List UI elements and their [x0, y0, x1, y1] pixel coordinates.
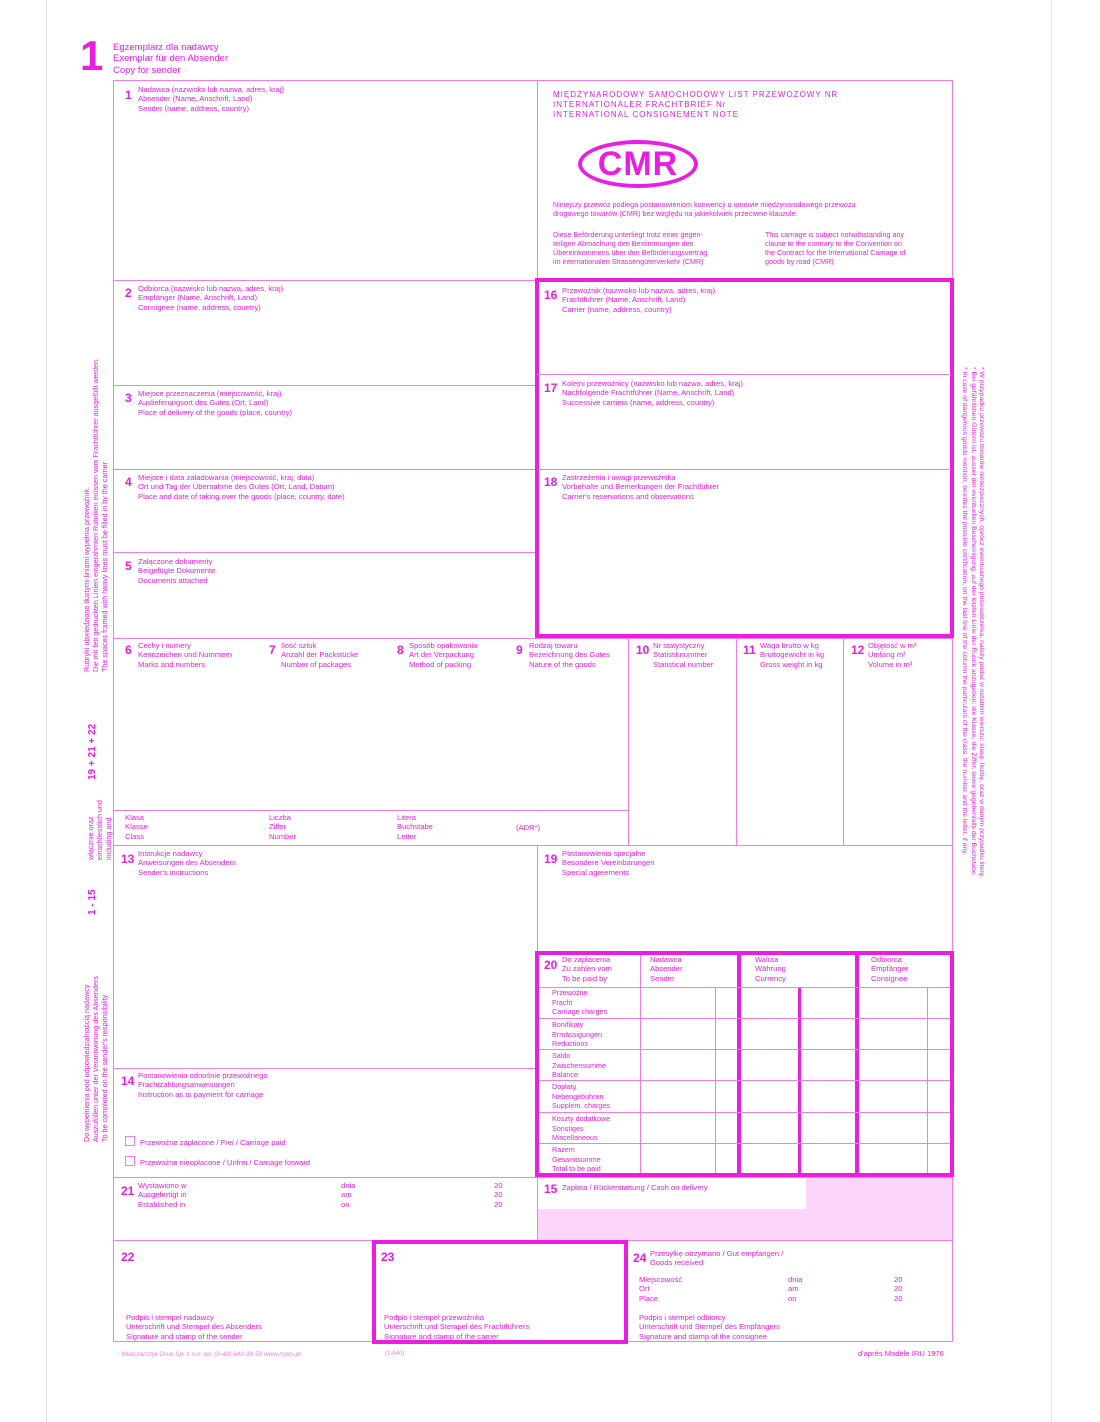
- checkbox-icon[interactable]: [125, 1136, 135, 1146]
- field-7-packages[interactable]: Ilość sztuk Anzahl der Packstücke Number of packages: [281, 641, 359, 669]
- field-9-number: 9: [516, 643, 523, 657]
- field-12-number: 12: [851, 643, 865, 657]
- field-3-place-of-delivery[interactable]: Miejsce przeznaczenia (miejscowość, kraj) Auslieferungsort des Gutes (Ort, Land) Place of delivery of the goods (place, country): [138, 389, 293, 417]
- copy-label: Egzemplarz dla nadawcy Exemplar für den Absender Copy for sender: [113, 42, 229, 76]
- field-13-number: 13: [121, 852, 135, 866]
- payment-row-miscellaneous: Koszty dodatkowe Sonstiges Miscellaneous: [552, 1114, 611, 1143]
- field-4-number: 4: [125, 475, 132, 489]
- checkbox-carriage-forward[interactable]: Przewoźne nieopłacone / Unfrei / Carriage forward: [125, 1156, 310, 1167]
- field-1-sender[interactable]: Nadawca (nazwisko lub nazwa, adres, kraj) Absender (Name, Anschrift, Land) Sender (name, address, country): [138, 85, 285, 113]
- payment-row-carriage: Przewoźne Fracht Carriage charges: [552, 988, 608, 1017]
- side-note-including: włącznie oraz einschliesslich und including and: [86, 800, 113, 860]
- checkbox-icon[interactable]: [125, 1156, 135, 1166]
- field-16-number: 16: [544, 288, 558, 302]
- checkbox-carriage-paid[interactable]: Przewoźne zapłacone / Frei / Carriage paid: [125, 1136, 286, 1147]
- field-21-date-labels: dnia am on: [341, 1181, 356, 1209]
- iru-model: d'après Modèle IRU 1976: [858, 1349, 944, 1358]
- adr-number: Liczba Ziffer Number: [269, 813, 297, 841]
- payment-col-consignee: Odbiorca Empfänger Consignee: [871, 955, 909, 983]
- form-code: (1-640): [385, 1351, 405, 1357]
- field-10-statistical-number[interactable]: Nr statystyczny Statistiknummer Statistical number: [653, 641, 714, 669]
- adr-mark: (ADR*): [516, 823, 541, 832]
- field-6-number: 6: [125, 643, 132, 657]
- field-24-place[interactable]: Miejscowość Ort Place: [639, 1275, 683, 1303]
- payment-row-total: Razem Gesamtsumme Total to be paid: [552, 1145, 601, 1174]
- payment-col-sender: Nadawca Absender Sender: [650, 955, 683, 983]
- intro-english: This carriage is subject notwithstanding any clause to the contrary to the Convention on the Contract for the International Carriage of goods by road (CMR): [765, 230, 906, 266]
- carrier-section-frame: [535, 278, 954, 638]
- field-20-number: 20: [544, 958, 558, 972]
- field-8-packing[interactable]: Sposób opakowania Art der Verpackung Method of packing: [409, 641, 478, 669]
- intro-polish: Niniejszy przewóz podlega postanowieniom konwencji o umowie międzynarodowego przewozu drogowego towarów (CMR) bez względu na jakiekolwiek przeciwne klauzule.: [553, 200, 856, 218]
- field-21-number: 21: [121, 1184, 135, 1198]
- field-22-number: 22: [121, 1250, 135, 1264]
- field-1-number: 1: [125, 88, 132, 102]
- printer-imprint: ◌ Mielczarczyk Druk Sp. z o.o. tel. (0-42) 640-39-58 www.mpro.pl: [116, 1351, 301, 1358]
- side-range-19-21-22: 19 + 21 + 22: [87, 723, 98, 780]
- field-2-consignee[interactable]: Odbiorca (nazwisko lub nazwa, adres, kraj) Empfänger (Name, Anschrift, Land) Consignee (name, address, country): [138, 284, 284, 312]
- field-23-carrier-signature[interactable]: Podpis i stempel przewoźnika Unterschrift und Stempel des Frachtführers Signature and stamp of the carrier: [384, 1313, 530, 1341]
- payment-row-supplements: Dopłaty Nebengebühren Supplem. charges: [552, 1082, 610, 1111]
- field-15-cash-on-delivery[interactable]: Zapłata / Rückerstattung / Cash on delivery: [562, 1183, 708, 1192]
- field-15-number: 15: [544, 1182, 558, 1196]
- field-19-number: 19: [544, 852, 558, 866]
- field-14-payment-instructions[interactable]: Postanowienia odnośnie przewoźnego Frachtzahlungsanweisungen Instruction as to payment for carriage: [138, 1071, 268, 1099]
- field-23-number: 23: [381, 1250, 395, 1264]
- field-17-successive-carriers[interactable]: Kolejni przewoźnicy (nazwisko lub nazwa, adres, kraj) Nachfolgende Frachtführer (Name, Anschrift, Land) Successive carriers (name, address, country): [562, 379, 744, 407]
- field-24-goods-received: Przesyłkę otrzymano / Gut empfangen / Goods received: [650, 1249, 784, 1268]
- field-11-gross-weight[interactable]: Waga brutto w kg Bruttogewicht in kg Gross weight in kg: [760, 641, 825, 669]
- field-3-number: 3: [125, 391, 132, 405]
- field-12-volume[interactable]: Objętość w m³ Umfang m³ Volume in m³: [868, 641, 917, 669]
- field-13-sender-instructions[interactable]: Instrukcje nadawcy Anweisungen des Absenders Sender's instructions: [138, 849, 236, 877]
- field-7-number: 7: [269, 643, 276, 657]
- adr-class: Klasa Klasse Class: [125, 813, 148, 841]
- field-24-year-prefix: 20 20 20: [894, 1275, 903, 1303]
- field-21-year-prefix: 20 20 20: [494, 1181, 503, 1209]
- field-18-number: 18: [544, 475, 558, 489]
- field-19-special-agreements[interactable]: Postanowienia specjalne Besondere Vereinbarungen Special agreements: [562, 849, 655, 877]
- field-16-carrier[interactable]: Przewoźnik (nazwisko lub nazwa, adres, kraj) Frachtführer (Name, Anschrift, Land) Carrier (name, address, country): [562, 286, 716, 314]
- field-24-number: 24: [633, 1251, 647, 1265]
- field-9-nature-of-goods[interactable]: Rodzaj towaru Bezeichnung des Gutes Nature of the goods: [529, 641, 610, 669]
- printer-logo-icon: ◌: [116, 1351, 122, 1358]
- side-range-1-15: 1 - 15: [87, 889, 98, 915]
- field-24-date-labels: dnia am on: [788, 1275, 803, 1303]
- field-21-established-in[interactable]: Wystawiono w Ausgefertigt in Established in: [138, 1181, 187, 1209]
- payment-col-currency: Waluta Währung Currency: [755, 955, 786, 983]
- field-24-consignee-signature[interactable]: Podpis i stempel odbiorcy Unterschrift und Stempel des Empfängers Signature and stamp of the consignee: [639, 1313, 780, 1341]
- field-5-documents[interactable]: Załączone dokumenty Beigefügte Dokumente Documents attached: [138, 557, 216, 585]
- adr-letter: Litera Buchstabe Letter: [397, 813, 433, 841]
- field-11-number: 11: [743, 643, 756, 657]
- copy-number: 1: [80, 32, 104, 79]
- consignment-note-title: MIĘDZYNARODOWY SAMOCHODOWY LIST PRZEWOZOWY NR INTERNATIONALER FRACHTBRIEF Nr INTERNATIONAL CONSIGNEMENT NOTE: [553, 90, 839, 119]
- cmr-logo: CMR: [578, 140, 698, 188]
- side-note-dangerous-goods: * W przypadku przewozu towarów niebezpiecznych, oprócz ewentualnego poświadczenia, należy podać w ostatnim wierszu: klasę, liczbę, oraz w danym przypadku literę. * Bei gefährlichen Gütern ist, ausser der eventuellen Bescheinigung, auf der letzten Linie der Rubrik anzugeben: die Klasse, die Ziffer, sowie gegebenfalls der Buchstabe. * In case of dangerous goods mention, besides the possible certification, on the last line of the column the particulars of the class, the number and the letter, if any.: [961, 367, 985, 879]
- field-14-number: 14: [121, 1074, 135, 1088]
- field-2-number: 2: [125, 286, 132, 300]
- field-6-marks[interactable]: Cechy i numery Kennzeichen und Nummern Marks and numbers: [138, 641, 233, 669]
- field-22-sender-signature[interactable]: Podpis i stempel nadawcy Unterschrift und Stempel des Absenders Signature and stamp of the sender: [126, 1313, 262, 1341]
- field-10-number: 10: [636, 643, 650, 657]
- field-4-place-date-loading[interactable]: Miejsce i data załadowania (miejscowość, kraj, data) Ort und Tag der Übernahme des Gutes (Ort, Land, Datum) Place and date of taking over the goods (place, country, date): [138, 473, 345, 501]
- intro-german: Diese Beförderung unterliegt trotz einer gegen- teiligen Abmachung den Bestimmungen des Übereinkommens über den Beförderungsvertrag im internationalen Strassengüterverkehr (CMR): [553, 230, 708, 266]
- payment-row-reductions: Bonifikaty Ermässigungen Reductions: [552, 1020, 602, 1049]
- field-18-reservations[interactable]: Zastrzeżenia i uwagi przewoźnika Vorbehalte und Bemerkungen der Frachtführer Carrier's reservations and observations: [562, 473, 720, 501]
- field-17-number: 17: [544, 381, 558, 395]
- payment-row-balance: Saldo Zwischensumme Balance: [552, 1051, 606, 1080]
- field-20-to-be-paid-by: Do zapłacenia Zu zahlen vom To be paid by: [562, 955, 612, 983]
- field-8-number: 8: [397, 643, 404, 657]
- side-note-sender-responsibility: Do wypełnienia pod odpowiedzialnością nadawcy Auszufüllen unter der Verantwortung des Absenders To be completed on the sender's responsibility: [82, 976, 109, 1142]
- side-note-carrier-fields: Rubryki obwiedzione tłustymi liniami wypełnia przewoźnik. Die mit fett gedruckten Linien eingerahmten Rubriken müssen vom Frachtführer ausgefüllt werden. The spaces framed with heavy lines must be filled in by the carrier: [82, 357, 109, 672]
- field-5-number: 5: [125, 559, 132, 573]
